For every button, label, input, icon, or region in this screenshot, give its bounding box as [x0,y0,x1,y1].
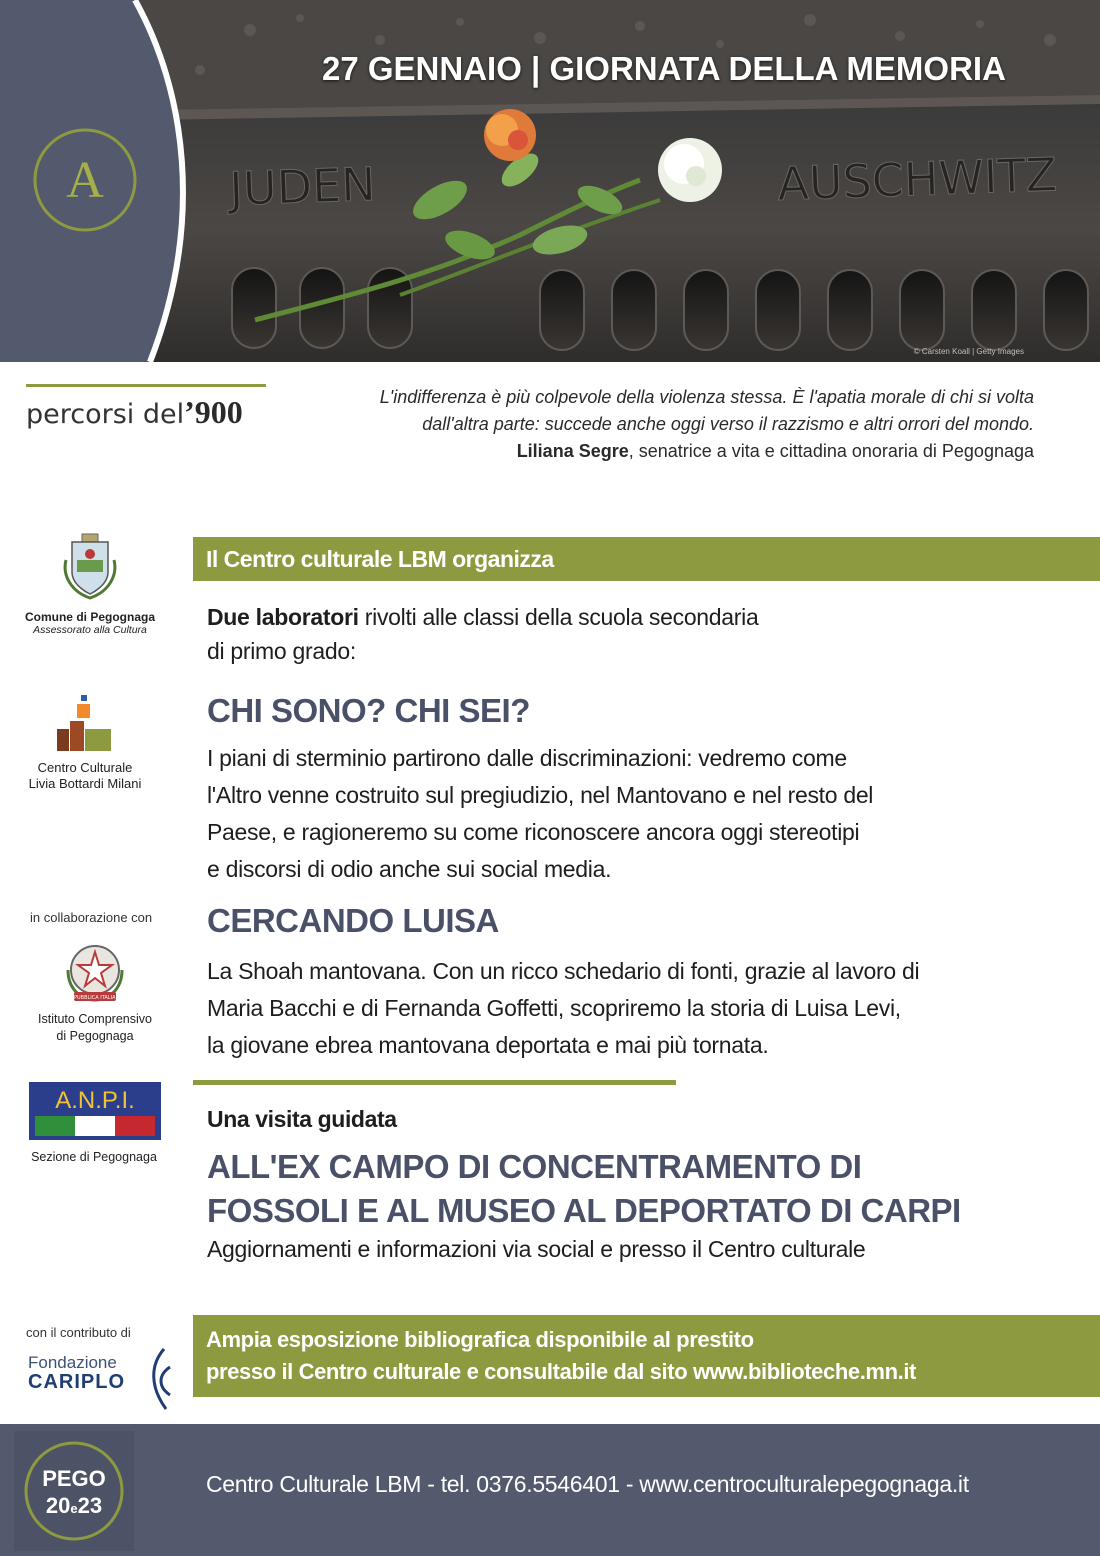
cariplo-mark-icon [144,1347,174,1413]
percorsi-prefix: percorsi del [26,399,185,430]
anpi-text: A.N.P.I. [55,1087,135,1114]
pego-year-a: 20 [45,1493,71,1518]
istituto-line-1: Istituto Comprensivo [38,1012,152,1026]
centro-blocks-icon [55,695,115,755]
quote-line-2: dall'altra parte: succede anche oggi verso il razzismo e altri orrori del mondo. [422,414,1034,434]
desc-line: I piani di sterminio partirono dalle discriminazioni: vedremo come [207,745,847,771]
organizer-band [193,537,1100,581]
segre-quote [334,384,1034,465]
quote-attribution [334,438,1034,465]
plaque-text-left: JUDEN [228,156,377,216]
organizer-text: Il Centro culturale LBM organizza [206,546,554,572]
desc-line: la giovane ebrea mantovana deportata e mai più tornata. [207,1032,769,1058]
desc-line: l'Altro venne costruito sul pregiudizio, nel Mantovano e nel resto del [207,782,874,808]
exhibition-band [193,1315,1100,1397]
percorsi-suffix: ’900 [184,394,243,430]
section-desc-chi-sono [207,740,1007,888]
pego-year-e: e [70,1501,78,1516]
contribution-label: con il contributo di [26,1325,131,1340]
istituto-line-2: di Pegognaga [56,1029,134,1043]
footer-contact: Centro Culturale LBM - tel. 0376.5546401 - www.centroculturalepegognaga.it [206,1471,969,1497]
quote-author: Liliana Segre [516,441,629,461]
anpi-logo [26,1082,162,1164]
istituto-comprensivo-logo [15,940,175,1045]
pego-2023-logo [14,1431,134,1551]
visit-info: Aggiornamenti e informazioni via social e presso il Centro culturale [207,1236,866,1262]
section-title-cercando-luisa: CERCANDO LUISA [207,902,499,939]
percorsi-bar-top [26,384,266,387]
visit-intro: Una visita guidata [207,1106,397,1132]
section-divider [193,1080,676,1085]
section-desc-cercando-luisa [207,953,1037,1064]
seal-text: REPUBBLICA ITALIANA [67,995,123,1001]
desc-line: Maria Bacchi e di Fernanda Goffetti, scopriremo la storia di Luisa Levi, [207,995,901,1021]
cariplo-line-2: CARIPLO [28,1371,125,1393]
desc-line: e discorsi di odio anche sui social media. [207,856,612,882]
percorsi-a-logo [30,125,140,235]
quote-author-role: , senatrice a vita e cittadina onoraria di Pegognaga [628,441,1034,461]
visit-title-line-2: FOSSOLI E AL MUSEO AL DEPORTATO DI CARPI [207,1192,961,1229]
centro-line-2: Livia Bottardi Milani [28,776,142,791]
centro-culturale-logo [10,695,160,792]
anpi-flag-icon [29,1082,161,1140]
section-title-chi-sono: CHI SONO? CHI SEI? [207,692,530,729]
intro-bold: Due laboratori [207,604,359,630]
fondazione-cariplo-logo [26,1347,186,1413]
republic-seal-icon [60,940,130,1006]
plaque-text-right: AUSCHWITZ [776,147,1058,211]
desc-line: Paese, e ragioneremo su come riconoscere ancora oggi stereotipi [207,819,860,845]
comune-crest-icon [60,530,120,602]
pego-year-b: 23 [77,1493,103,1518]
photo-credit: © Carsten Koall | Getty Images [913,347,1024,356]
pego-top-text: PEGO [42,1466,106,1491]
expo-line-1: Ampia esposizione bibliografica disponibile al prestito [206,1327,754,1352]
labs-intro [207,600,907,668]
intro-line-2: di primo grado: [207,638,356,664]
comune-pegognaga-logo [20,530,160,636]
visit-title [207,1145,961,1233]
centro-line-1: Centro Culturale [37,760,133,775]
hero-title: 27 GENNAIO | GIORNATA DELLA MEMORIA [322,50,1006,87]
comune-name: Comune di Pegognaga [24,610,155,624]
visit-title-line-1: ALL'EX CAMPO DI CONCENTRAMENTO DI [207,1148,862,1185]
percorsi-del-900-logo [26,384,271,440]
hero-banner [0,0,1100,362]
intro-rest: rivolti alle classi della scuola secondaria [358,604,759,630]
intro-line-1 [207,600,907,634]
logo-letter: A [66,152,104,209]
anpi-sezione: Sezione di Pegognaga [31,1150,157,1164]
quote-line-1: L'indifferenza è più colpevole della violenza stessa. È l'apatia morale di chi si volta [379,387,1034,407]
comune-sub: Assessorato alla Cultura [33,624,147,636]
collaboration-label: in collaborazione con [30,910,153,925]
cariplo-line-1: Fondazione [28,1353,117,1372]
expo-line-2: presso il Centro culturale e consultabile dal sito www.biblioteche.mn.it [206,1359,916,1384]
percorsi-text [26,394,243,431]
desc-line: La Shoah mantovana. Con un ricco schedario di fonti, grazie al lavoro di [207,958,920,984]
